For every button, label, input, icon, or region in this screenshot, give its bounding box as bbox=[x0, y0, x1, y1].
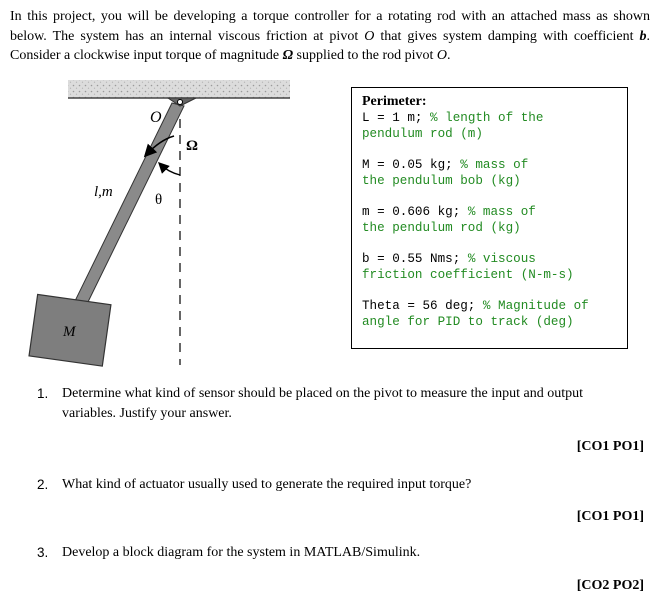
question-1-number: 1. bbox=[37, 386, 49, 401]
question-3-tag: [CO2 PO2] bbox=[576, 578, 644, 593]
param-rod-mass: m = 0.606 kg; % mass of the pendulum rod (kg) bbox=[362, 205, 536, 235]
torque-label: Ω bbox=[186, 138, 199, 154]
pivot-pin bbox=[178, 100, 183, 105]
parameters-title: Perimeter: bbox=[362, 94, 427, 109]
pendulum-figure bbox=[0, 70, 340, 380]
damping-symbol: b bbox=[639, 28, 647, 44]
pivot-label: O bbox=[150, 109, 162, 126]
intro-text-5: . bbox=[447, 48, 451, 63]
param-bob-mass: M = 0.05 kg; % mass of the pendulum bob (kg) bbox=[362, 158, 529, 188]
param-length: L = 1 m; % length of the pendulum rod (m) bbox=[362, 111, 544, 141]
question-1 bbox=[37, 384, 647, 426]
question-3 bbox=[37, 543, 647, 565]
parameters-box bbox=[351, 87, 628, 349]
question-3-number: 3. bbox=[37, 545, 49, 560]
angle-arc bbox=[160, 164, 180, 175]
pivot-symbol-2: O bbox=[436, 48, 448, 63]
mass-label: M bbox=[63, 324, 76, 340]
param-theta: Theta = 56 deg; % Magnitude of angle for PID to track (deg) bbox=[362, 299, 589, 329]
intro-text-1: In this project, you will be developing a torque controller for a rotating rod with an attached mass as shown below. The system has an internal viscous friction at pivot bbox=[10, 9, 650, 44]
question-2-text: What kind of actuator usually used to generate the required input torque? bbox=[62, 477, 472, 492]
question-2-tag: [CO1 PO1] bbox=[576, 509, 644, 524]
intro-paragraph bbox=[10, 7, 650, 66]
intro-text-3: . Consider a clockwise input torque of magnitude bbox=[10, 28, 651, 63]
angle-label: θ bbox=[155, 192, 163, 208]
rod bbox=[74, 103, 184, 306]
question-1-tag: [CO1 PO1] bbox=[576, 439, 644, 454]
question-1-text: Determine what kind of sensor should be placed on the pivot to measure the input and output variables. Justify your answer. bbox=[62, 386, 583, 421]
question-3-text: Develop a block diagram for the system in MATLAB/Simulink. bbox=[62, 545, 421, 560]
ceiling bbox=[68, 80, 290, 98]
rod-label: l,m bbox=[94, 184, 113, 200]
question-2-number: 2. bbox=[37, 477, 49, 492]
intro-text-2: that gives system damping with coefficient bbox=[374, 28, 640, 44]
pivot-symbol: O bbox=[364, 28, 375, 44]
question-2 bbox=[37, 475, 647, 497]
param-friction: b = 0.55 Nms; % viscous friction coefficient (N-m-s) bbox=[362, 252, 574, 282]
intro-text-4: supplied to the rod pivot bbox=[293, 48, 437, 63]
torque-symbol: Ω bbox=[282, 48, 294, 63]
